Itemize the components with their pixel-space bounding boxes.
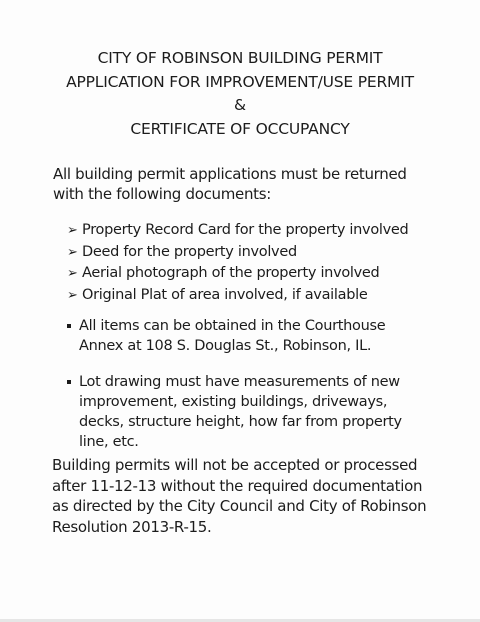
title-line-1: CITY OF ROBINSON BUILDING PERMIT (97, 49, 383, 67)
closing-paragraph (52, 455, 472, 537)
title-line-2: APPLICATION FOR IMPROVEMENT/USE PERMIT (66, 72, 414, 91)
list-item-text: Aerial photograph of the property involved (82, 265, 380, 281)
note-line: Annex at 108 S. Douglas St., Robinson, IL. (79, 338, 372, 354)
closing-line: after 11-12-13 without the required documentation (52, 476, 423, 495)
note-line: All items can be obtained in the Courthouse (79, 318, 386, 334)
arrowhead-icon: ➢ (67, 266, 78, 281)
note-line: improvement, existing buildings, driveways, (79, 394, 388, 410)
list-item-text: Property Record Card for the property involved (82, 222, 409, 238)
list-item-text: Deed for the property involved (82, 243, 297, 260)
intro-paragraph (53, 164, 453, 204)
notes-list (67, 316, 467, 452)
document-title (0, 47, 480, 141)
closing-line: Building permits will not be accepted or processed (52, 456, 418, 474)
arrowhead-icon: ➢ (67, 287, 78, 303)
arrowhead-icon: ➢ (67, 244, 78, 260)
list-item (67, 285, 408, 307)
note-courthouse (67, 316, 467, 356)
title-line-3: & (234, 96, 246, 114)
closing-line: Resolution 2013-R-15. (52, 517, 212, 536)
note-line: Lot drawing must have measurements of new (79, 374, 400, 390)
list-item (67, 242, 408, 264)
title-line-4: CERTIFICATE OF OCCUPANCY (130, 119, 350, 138)
square-bullet-icon (67, 380, 71, 384)
note-line: decks, structure height, how far from property (79, 414, 402, 430)
note-lot-drawing (67, 372, 467, 452)
intro-line-1: All building permit applications must be returned (53, 165, 407, 183)
square-bullet-icon (67, 324, 71, 328)
list-item (67, 220, 408, 242)
closing-line: as directed by the City Council and City of Robinson (52, 497, 427, 515)
list-item-text: Original Plat of area involved, if available (82, 286, 368, 303)
list-item (67, 263, 408, 285)
required-documents-list (67, 220, 408, 306)
intro-line-2: with the following documents: (53, 185, 272, 203)
note-line: line, etc. (79, 434, 139, 450)
arrowhead-icon: ➢ (67, 223, 78, 238)
